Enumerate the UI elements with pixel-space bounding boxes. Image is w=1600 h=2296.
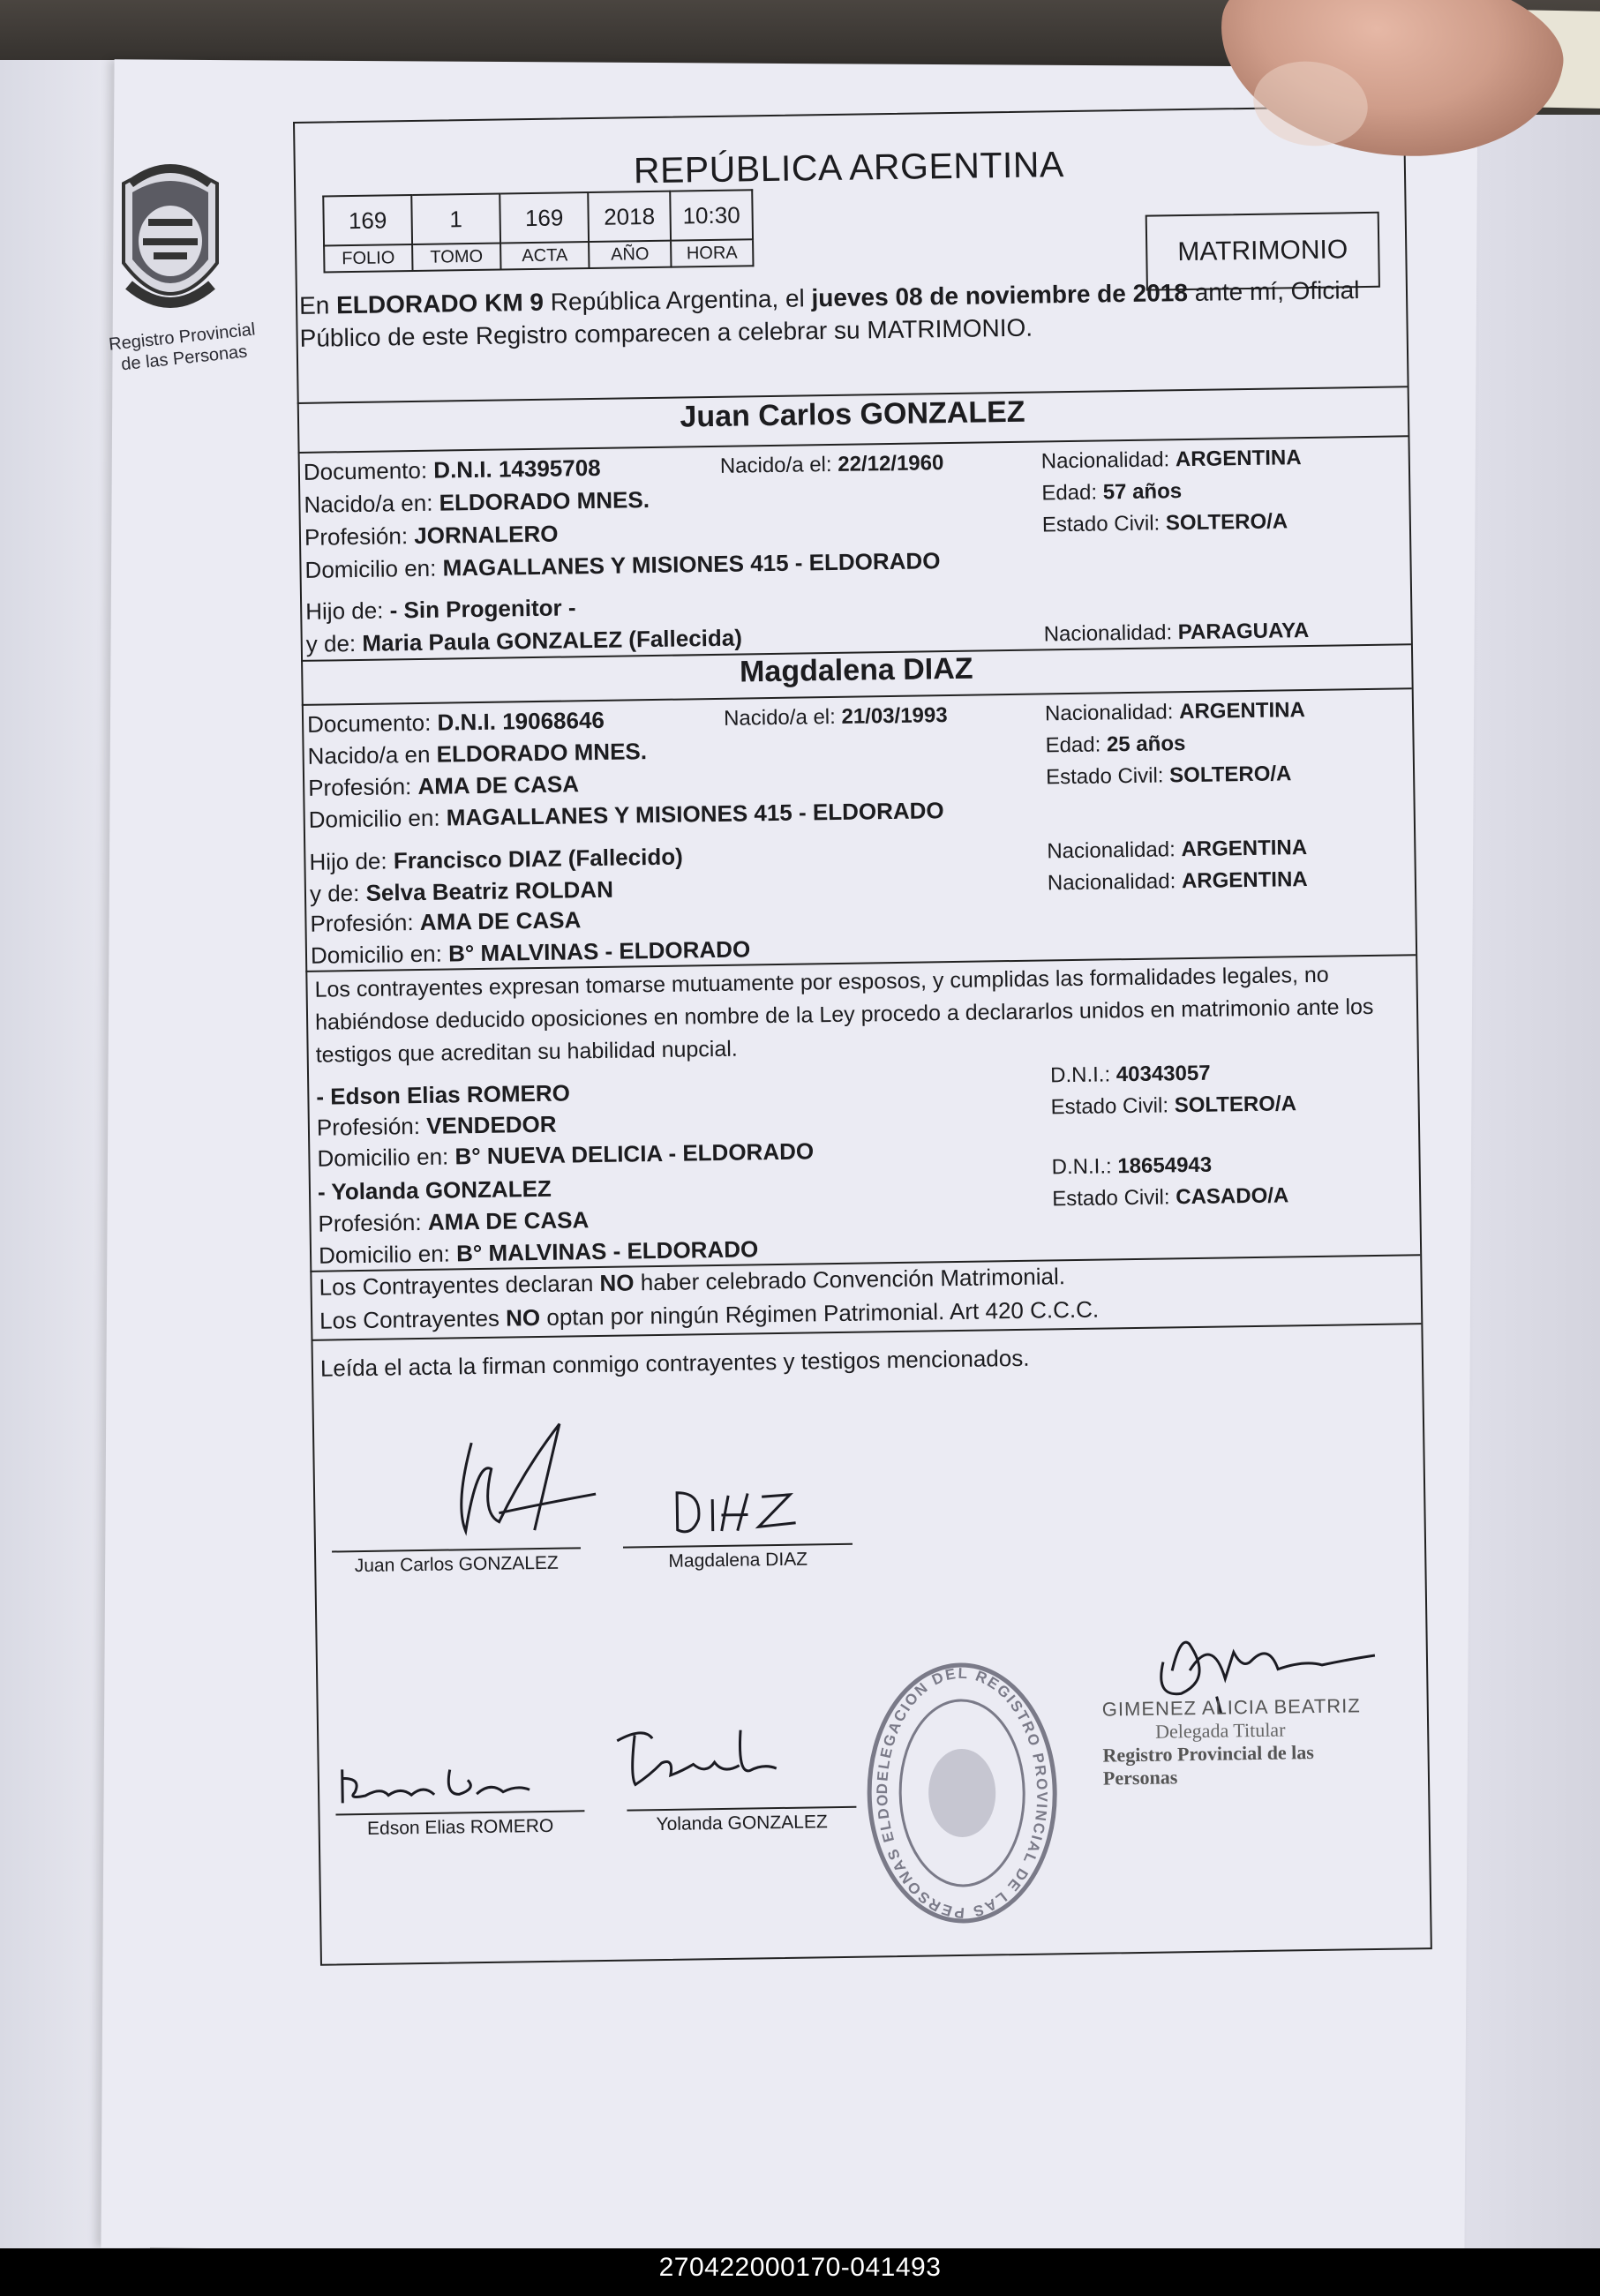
field-label: Hijo de: xyxy=(309,847,387,875)
field-value: ELDORADO MNES. xyxy=(439,486,650,516)
officer-registry: Registro Provincial de las Personas xyxy=(1102,1741,1315,1790)
field-label: Nacionalidad: xyxy=(1047,837,1176,864)
signature-name-edson: Edson Elias ROMERO xyxy=(366,1815,554,1839)
field-label: Profesión: xyxy=(316,1112,421,1141)
field-value: SOLTERO/A xyxy=(1168,762,1292,788)
field-label: Edad: xyxy=(1041,480,1098,506)
field-value: AMA DE CASA xyxy=(427,1206,590,1235)
spouse1-birthdate xyxy=(720,451,944,479)
officer-name: GIMENEZ ALICIA BEATRIZ xyxy=(1101,1694,1361,1721)
field-value: CASADO/A xyxy=(1176,1183,1289,1210)
field-label: Estado Civil: xyxy=(1045,763,1164,790)
field-value: - Edson Elias ROMERO xyxy=(316,1079,571,1110)
spouse1-profession xyxy=(304,521,559,551)
field-value: MAGALLANES Y MISIONES 415 - ELDORADO xyxy=(442,547,941,582)
witness2-name xyxy=(318,1175,552,1206)
signature-magdalena xyxy=(666,1473,826,1546)
field-value: VENDEDOR xyxy=(425,1110,557,1139)
signature-yolanda xyxy=(608,1720,812,1802)
witness2-profession xyxy=(318,1206,589,1238)
country-title: REPÚBLICA ARGENTINA xyxy=(633,144,1065,191)
spouse1-name: Juan Carlos GONZALEZ xyxy=(680,394,1025,434)
misiones-emblem xyxy=(113,157,237,325)
field-value: ARGENTINA xyxy=(1181,867,1308,894)
spouse2-age xyxy=(1045,732,1185,758)
declaration-text: Los contrayentes expresan tomarse mutuamente por esposos, y cumplidas las formalidades legales, no habiéndose deducido oposiciones en nombre de la Ley procedo a declararlos unidos en matrimonio ante los testigos que acreditan su habilidad nupcial. xyxy=(314,962,1374,1068)
spouse2-parent2 xyxy=(310,876,613,908)
folio-value: 169 xyxy=(323,195,412,245)
statement-text: Los Contrayentes xyxy=(319,1304,507,1334)
field-label: Documento: xyxy=(303,456,428,485)
field-label: Nacido/a en xyxy=(307,740,431,769)
field-value: 22/12/1960 xyxy=(838,451,944,476)
signature-name-juan-carlos: Juan Carlos GONZALEZ xyxy=(354,1552,559,1577)
field-value: JORNALERO xyxy=(414,520,559,550)
spouse2-profession xyxy=(308,770,579,802)
field-value: - Yolanda GONZALEZ xyxy=(317,1174,552,1205)
spouse1-parent2-nationality xyxy=(1044,619,1310,647)
intro-date: jueves 08 de noviembre de 2018 xyxy=(811,278,1189,312)
field-label: Domicilio en: xyxy=(310,940,443,969)
signature-edson xyxy=(335,1758,539,1813)
field-value: ARGENTINA xyxy=(1178,698,1305,724)
field-value: Maria Paula GONZALEZ (Fallecida) xyxy=(362,624,743,657)
field-value: 18654943 xyxy=(1117,1152,1213,1179)
signature-name-yolanda: Yolanda GONZALEZ xyxy=(656,1812,828,1835)
field-label: Nacido/a el: xyxy=(719,452,832,478)
spouse2-parent1 xyxy=(309,844,683,876)
witness1-name xyxy=(316,1079,570,1110)
field-label: Nacionalidad: xyxy=(1040,447,1170,474)
field-label: Estado Civil: xyxy=(1052,1185,1170,1212)
field-label: Estado Civil: xyxy=(1050,1093,1169,1120)
intro-text: ante mí, Oficial Público de este Registro comparecen a celebrar su MATRIMONIO. xyxy=(299,276,1360,352)
field-value: ELDORADO MNES. xyxy=(436,738,648,768)
acta-value: 169 xyxy=(500,192,589,243)
field-value: ARGENTINA xyxy=(1175,446,1302,472)
spouse1-nationality xyxy=(1041,446,1302,474)
field-value: - Sin Progenitor - xyxy=(389,594,576,624)
statement-emphasis: NO xyxy=(505,1303,541,1332)
ano-value: 2018 xyxy=(588,191,671,242)
field-label: Domicilio en: xyxy=(304,554,437,583)
field-label: Nacido/a el: xyxy=(723,704,837,731)
statement-text: haber celebrado Convención Matrimonial. xyxy=(634,1263,1066,1296)
field-value: ARGENTINA xyxy=(1181,836,1308,862)
spouse2-name: Magdalena DIAZ xyxy=(739,651,973,689)
shield-icon xyxy=(113,157,228,325)
field-value: B° NUEVA DELICIA - ELDORADO xyxy=(454,1137,815,1170)
field-value: B° MALVINAS - ELDORADO xyxy=(447,935,751,967)
signature-name-magdalena: Magdalena DIAZ xyxy=(668,1549,808,1572)
spouse1-document xyxy=(304,454,601,486)
spouse2-parent2-nationality xyxy=(1048,867,1308,896)
field-label: Profesión: xyxy=(307,773,412,801)
field-label: Nacionalidad: xyxy=(1043,620,1173,647)
field-value: 57 años xyxy=(1102,479,1183,505)
field-label: Nacido/a en: xyxy=(304,489,433,518)
field-value: 21/03/1993 xyxy=(841,703,948,729)
witness2-civil-status xyxy=(1052,1183,1288,1212)
oval-stamp-icon xyxy=(859,1659,1065,1926)
field-label: Hijo de: xyxy=(305,597,384,625)
officer-block xyxy=(1102,1694,1386,1790)
spouse1-age xyxy=(1041,479,1182,506)
spouse1-civil-status xyxy=(1042,509,1288,537)
field-label: Nacionalidad: xyxy=(1044,700,1174,726)
hora-label: HORA xyxy=(671,239,753,266)
act-type-box: MATRIMONIO xyxy=(1146,212,1380,291)
field-value: PARAGUAYA xyxy=(1177,618,1310,645)
field-value: Selva Beatriz ROLDAN xyxy=(365,875,614,906)
field-label: Profesión: xyxy=(310,909,414,937)
field-label: Profesión: xyxy=(304,522,409,551)
field-value: D.N.I. 19068646 xyxy=(437,706,605,736)
field-value: SOLTERO/A xyxy=(1174,1092,1297,1118)
officer-title: Delegada Titular xyxy=(1154,1718,1286,1743)
intro-place: ELDORADO KM 9 xyxy=(335,288,545,319)
closing-statement: Leída el acta la firman conmigo contrayentes y testigos mencionados. xyxy=(319,1344,1030,1382)
folio-label: FOLIO xyxy=(324,244,412,272)
field-label: Documento: xyxy=(306,709,432,738)
field-label: Domicilio en: xyxy=(308,804,440,833)
field-value: SOLTERO/A xyxy=(1165,509,1288,536)
spouse2-document xyxy=(307,707,605,739)
signature-juan-carlos xyxy=(392,1406,623,1550)
tomo-label: TOMO xyxy=(412,244,500,271)
spouse2-nationality xyxy=(1045,698,1305,726)
registry-header-table xyxy=(322,189,754,273)
field-label: D.N.I.: xyxy=(1051,1154,1112,1180)
certificate xyxy=(293,105,1431,1963)
spouse2-civil-status xyxy=(1046,762,1292,790)
field-value: 25 años xyxy=(1106,732,1186,757)
acta-label: ACTA xyxy=(500,242,589,269)
field-label: y de: xyxy=(309,879,360,907)
intro-text: En xyxy=(298,291,337,319)
registry-stamp xyxy=(859,1659,1065,1926)
ano-label: AÑO xyxy=(589,241,671,268)
field-value: AMA DE CASA xyxy=(417,770,580,799)
field-label: Estado Civil: xyxy=(1041,511,1161,537)
spouse1-parent1 xyxy=(305,594,576,626)
field-label: Nacionalidad: xyxy=(1047,869,1176,896)
statement-emphasis: NO xyxy=(599,1269,635,1296)
tomo-value: 1 xyxy=(411,194,500,244)
emblem-caption: Registro Provincial de las Personas xyxy=(108,319,257,375)
statement-text: optan por ningún Régimen Patrimonial. Art 420 C.C.C. xyxy=(539,1295,1100,1331)
field-label: Edad: xyxy=(1045,732,1101,758)
witness1-dni xyxy=(1050,1062,1211,1089)
witness2-dni xyxy=(1051,1153,1212,1181)
field-value: B° MALVINAS - ELDORADO xyxy=(455,1235,759,1267)
field-value: 40343057 xyxy=(1115,1061,1211,1087)
document-code: 270422000170-041493 xyxy=(658,2253,942,2282)
field-label: Domicilio en: xyxy=(318,1240,451,1269)
field-label: Domicilio en: xyxy=(317,1143,449,1172)
field-value: AMA DE CASA xyxy=(419,906,582,935)
intro-text: República Argentina, el xyxy=(543,284,812,316)
spouse2-birthplace xyxy=(307,738,647,770)
statement-text: Los Contrayentes declaran xyxy=(319,1269,600,1301)
field-value: D.N.I. 14395708 xyxy=(433,454,601,484)
spouse2-parent1-nationality xyxy=(1047,836,1307,864)
spouse2-birthdate xyxy=(724,703,948,732)
field-label: y de: xyxy=(305,630,357,657)
spouse2-parent2-profession xyxy=(310,906,581,938)
spouse1-birthplace xyxy=(304,486,650,519)
field-label: D.N.I.: xyxy=(1049,1062,1111,1088)
witness1-profession xyxy=(317,1111,557,1142)
field-value: Francisco DIAZ (Fallecido) xyxy=(393,843,683,874)
hora-value: 10:30 xyxy=(670,190,753,240)
field-value: MAGALLANES Y MISIONES 415 - ELDORADO xyxy=(446,797,944,831)
stamp-text: DELEGACION DEL REGISTRO PROVINCIAL DE LAS PERSONAS ELDORADO xyxy=(874,1664,1051,1922)
field-label: Profesión: xyxy=(318,1208,422,1237)
witness1-civil-status xyxy=(1050,1092,1296,1120)
